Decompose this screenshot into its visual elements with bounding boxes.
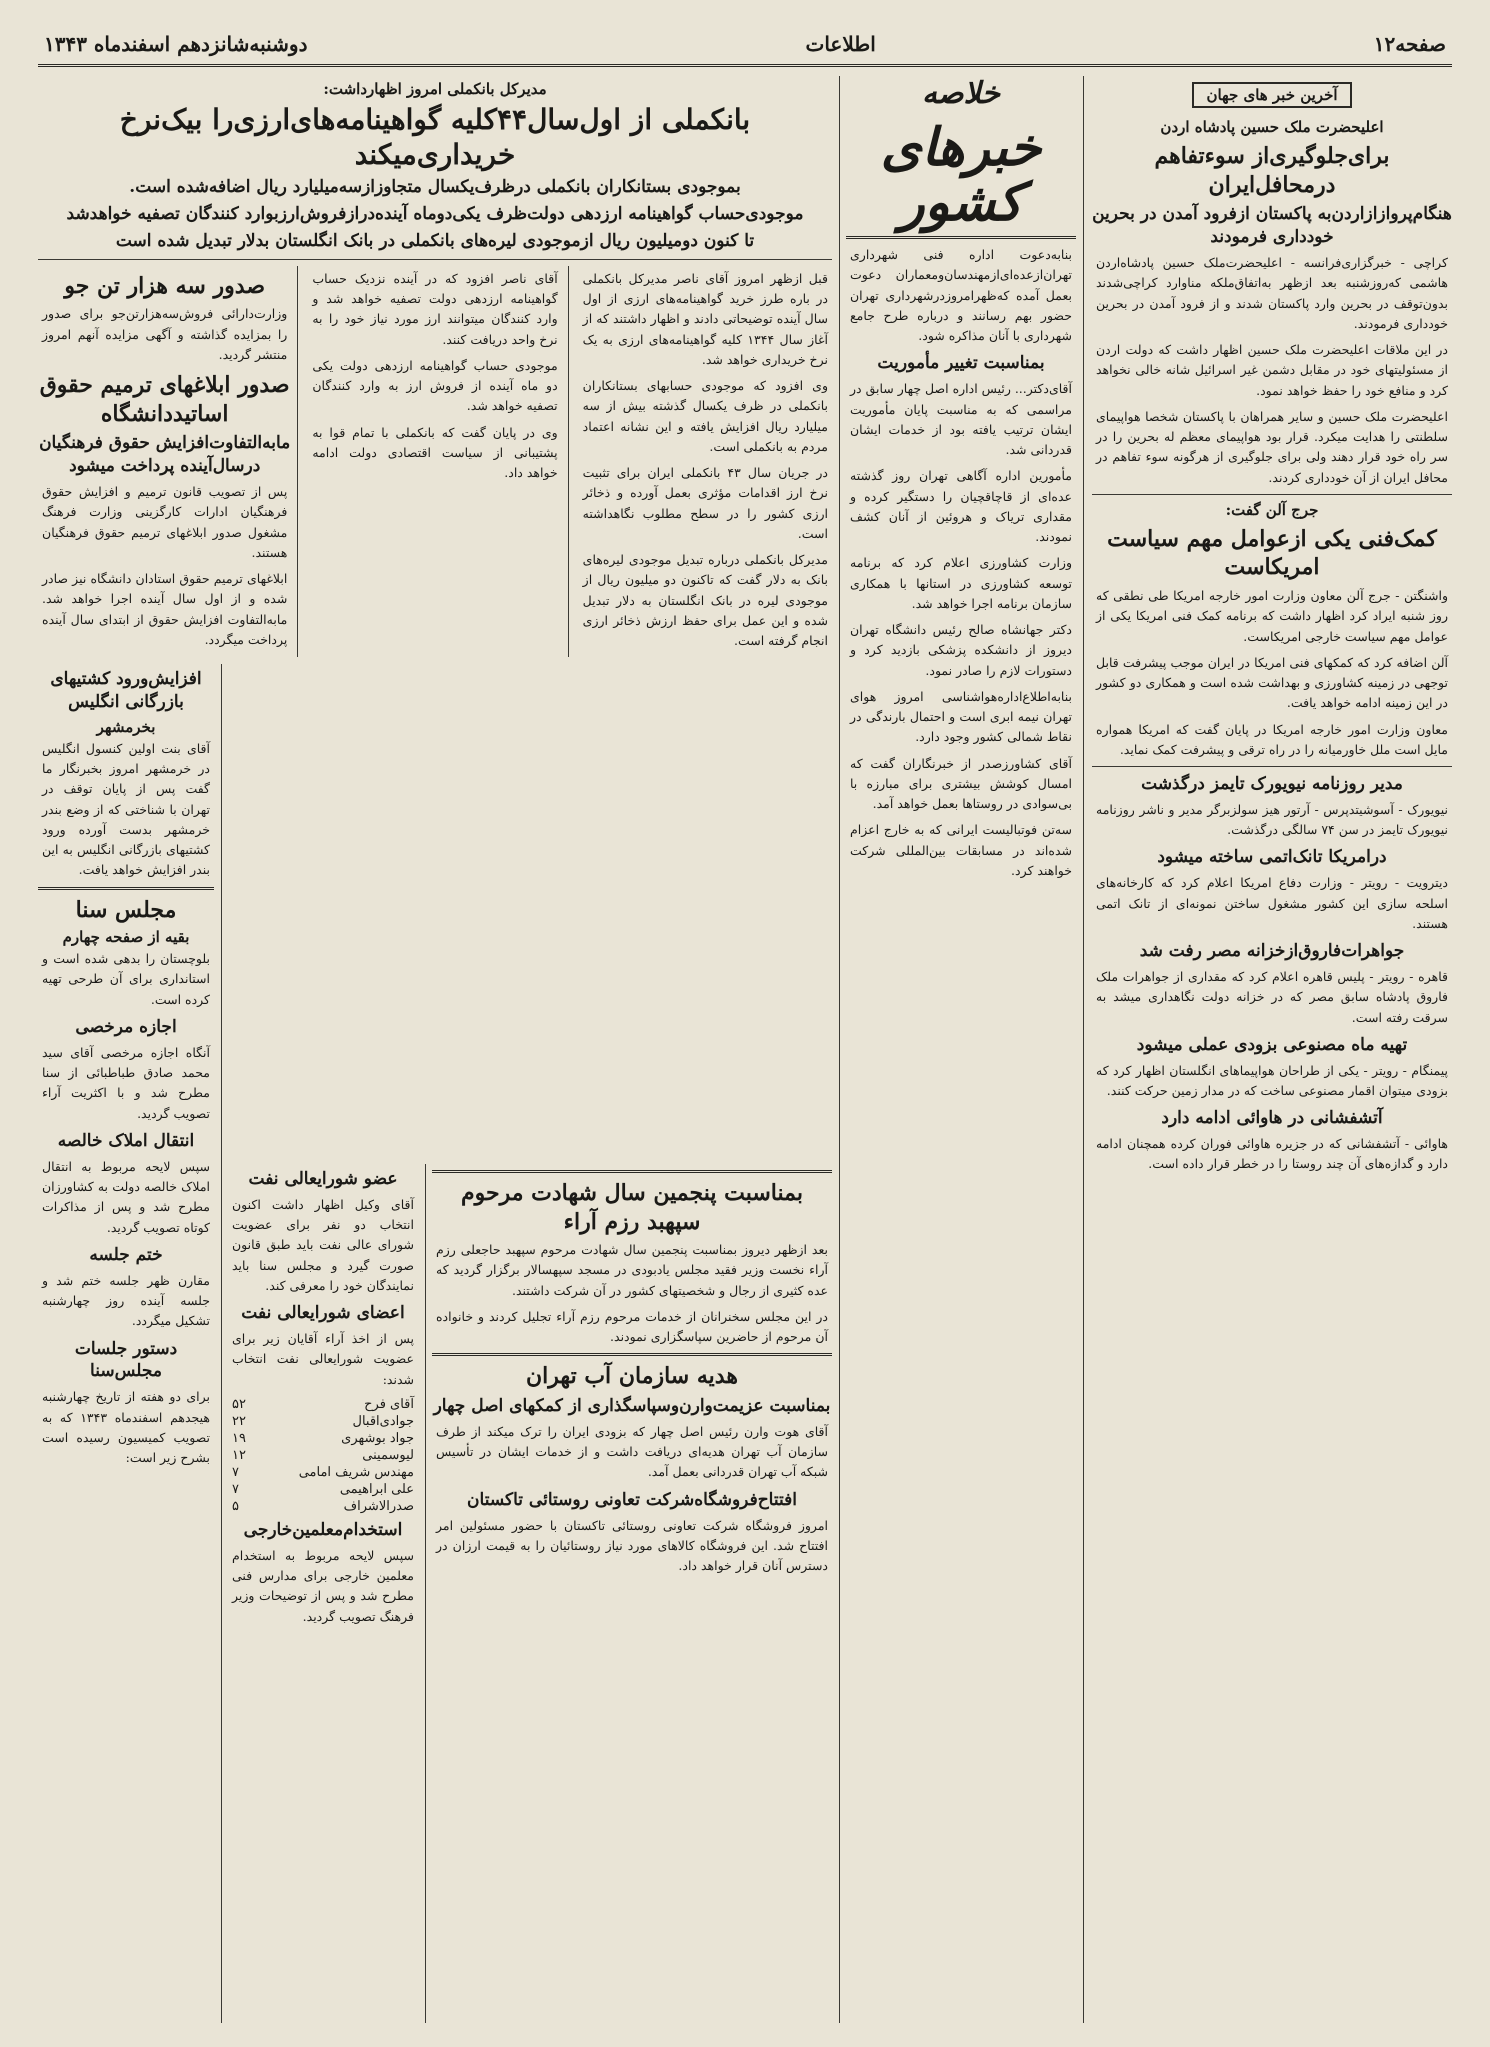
subheadline: تا کنون دومیلیون ریال ازموجودی لیره‌های بانکملی در بانک انگلستان بدلار تبدیل شده است <box>115 230 755 251</box>
article-text: کراچی - خبرگزاری‌فرانسه - اعلیحضرت‌ملک حسین پادشاه‌اردن هاشمی که‌روز‌شنبه بعد ازظهر به‌اتفاق‌ملکه منا‌وارد کراچی‌شدند بدون‌توقف در بحرین وارد پاکستان شدند و از فرود آمدن در بحرین خودداری فرمودند. <box>1096 255 1448 331</box>
article-text: واشنگتن - جرج آلن معاون وزارت امور خارجه امریکا طی نطقی که روز شنبه ایراد کرد اظهار داشت که برنامه کمک فنی امریکا یکی از عوامل مهم سیاست خارجی امریکاست. <box>1096 588 1448 644</box>
article-text: نیویورک - آسوشیتدپرس - آرتور هیز سولزبرگر مدیر و ناشر روزنامه نیویورک تایمز در سن ۷۴ سالگی درگذشت. <box>1096 801 1448 838</box>
headline: تهیه ماه مصنوعی بزودی عملی میشود <box>1136 1034 1408 1055</box>
vote-count: ۱۹ <box>232 1430 246 1446</box>
headline: صدور ابلاغهای ترمیم حقوق اساتیددانشگاه <box>39 372 290 427</box>
article-text: قاهره - رویتر - پلیس قاهره اعلام کرد که مقداری از جواهرات ملک فاروق پادشاه سابق مصر که در خزانه دولت نگاهداری میشد به سرقت رفته است. <box>1096 969 1448 1025</box>
kicker: بخرمشهر <box>96 717 156 736</box>
column-rule <box>1083 76 1084 2023</box>
article-column <box>579 266 832 658</box>
headline: عضو شورایعالی نفت <box>248 1169 398 1189</box>
candidate-name: آقای فرح <box>364 1396 414 1412</box>
divider <box>1092 494 1452 495</box>
headline: اعضای شورایعالی نفت <box>241 1303 405 1324</box>
article-text: وی در پایان گفت که بانکملی با تمام قوا به پشتیبانی از سیاست اقتصادی دولت ادامه خواهد داد. <box>312 424 558 481</box>
article-text: آقای وکیل اظهار داشت اکنون انتخاب دو نفر برای عضویت شورای عالی نفت باید طبق قانون صورت گیرد و مجلس سنا باید نمایندگان خود را معرفی کند. <box>232 1196 414 1293</box>
article-text: مدیرکل بانکملی درباره تبدیل موجودی لیره‌های بانک به دلار گفت که تاکنون دو میلیون ریال از موجودی لیره در بانک انگلستان به دلار تبدیل شده و این عمل برای حفظ ارزش ذخائر ارزی انجام گرفته است. <box>582 552 828 649</box>
headline: انتقال املاک خالصه <box>57 1130 195 1151</box>
candidate-name: جواد بوشهری <box>341 1430 414 1446</box>
divider <box>1092 766 1452 767</box>
headline: بانکملی از اول‌سال۴۴کلیه گواهینامه‌های‌ارزی‌را بیک‌نرخ خریداری‌میکند <box>119 103 751 171</box>
headline: افزایش‌ورود کشتیهای بازرگانی انگلیس <box>50 669 202 712</box>
paper-name: اطلاعات <box>805 32 876 56</box>
article-text: بلوچستان را بدهی شده است و استانداری برای آن طرحی تهیه کرده است. <box>42 951 210 1007</box>
article-text: مقارن ظهر جلسه ختم شد و جلسه آینده روز چهارشنبه تشکیل میگردد. <box>42 1272 210 1329</box>
issue-date: دوشنبه‌شانزدهم اسفندماه ۱۳۴۳ <box>44 32 308 56</box>
article-text: وزارت کشاورزی اعلام کرد که برنامه توسعه کشاورزی در استانها با همکاری سازمان برنامه اجرا خواهد شد. <box>850 555 1072 611</box>
candidate-name: صدرالاشراف <box>343 1498 414 1514</box>
article-text: آقای‌دکتر‌... رئیس اداره اصل چهار سابق در مراسمی که به مناسبت پایان مأموریت ایشان ترتیب یافته بود از خدمات ایشان قدردانی شد. <box>850 381 1072 458</box>
vote-row <box>228 1464 418 1481</box>
column-senate <box>38 664 214 2023</box>
vote-row <box>228 1498 418 1515</box>
section-title-big: خبرهای کشور <box>880 117 1042 233</box>
article-text: سپس لایحه مربوط به انتقال املاک خالصه دولت به کشاورزان مطرح شد و پس از مذاکرات کوتاه تصویب گردید. <box>42 1158 210 1235</box>
article-text: موجودی حساب گواهینامه ارزدهی دولت یکی دو ماه آینده از فروش ارز به وارد کنندگان تصفیه خواهد شد. <box>312 357 558 414</box>
kicker: مدیرکل بانکملی امروز اظهارداشت: <box>323 80 547 98</box>
article-text: مأمورین اداره آگاهی تهران روز گذشته عده‌ای از قاچاقچیان را دستگیر کرده و مقداری تریاک و هروئین از آنان کشف نمودند. <box>850 468 1072 545</box>
headline: اجازه مرخصی <box>75 1016 177 1037</box>
column-senate-council <box>228 1164 418 2023</box>
article-text: ابلاغهای ترمیم حقوق استادان دانشگاه نیز صادر شده و از اول سال آینده اجرا خواهد شد. مابه‌التفاوت افزایش حقوق از ابتدای سال آینده پرداخت میگردد. <box>42 571 288 647</box>
article-text: امروز فروشگاه شرکت تعاونی روستائی تاکستان با حضور مسئولین امر افتتاح شد. این فروشگاه کالاهای مورد نیاز روستائیان را به قیمت ارزان در دسترس آنان قرار خواهد داد. <box>436 1517 828 1574</box>
vote-count: ۱۲ <box>232 1447 246 1463</box>
masthead <box>38 24 1452 67</box>
divider <box>846 236 1076 239</box>
article-columns <box>38 266 832 658</box>
headline: ختم جلسه <box>89 1244 163 1265</box>
vote-row <box>228 1396 418 1413</box>
headline: برای‌جلوگیری‌از سوءتفاهم درمحافل‌ایران <box>1154 143 1390 198</box>
kicker: جرج آلن گفت: <box>1225 500 1319 519</box>
column-rule <box>221 664 222 2023</box>
subheadline: بموجودی بستانکاران بانکملی درظرف‌یکسال متجاوزازسه‌میلیارد ریال اضافه‌شده است. <box>129 177 741 197</box>
article-text: دیترویت - رویتر - وزارت دفاع امریکا اعلام کرد که کارخانه‌های اسلحه سازی این کشور مشغول ساختن نمونه‌ای از تانک اتمی هستند. <box>1096 875 1448 931</box>
article-text: بنابه‌اطلاع‌اداره‌هواشناسی امروز هوای تهران نیمه ابری است و احتمال بارندگی در نقاط شمالی کشور وجود دارد. <box>850 688 1072 745</box>
divider <box>38 887 214 890</box>
subheadline: موجودی‌حساب گواهینامه ارزدهی دولت‌ظرف یکی‌دوماه آینده‌درازفروش‌ارزبوارد کنندگان تصفیه خواهدشد <box>66 203 804 224</box>
article-text: در این مجلس سخنرانان از خدمات مرحوم رزم آراء تجلیل کردند و خانواده آن مرحوم از حاضرین سپاسگزاری نمودند. <box>436 1308 828 1345</box>
section-title-small: خلاصه <box>921 76 1000 111</box>
article-text: آقای ناصر افزود که در آینده نزدیک حساب گواهینامه ارزدهی دولت تصفیه خواهد شد و وارد کنندگان میتوانند ارز مورد نیاز خود را به نرخ واحد دریافت کنند. <box>312 270 558 347</box>
section-box-world-news: آخرین خبر های جهان <box>1192 82 1351 108</box>
article-text: آقای بنت اولین کنسول انگلیس در خرمشهر امروز بخبرنگار ما گفت پس از پایان توقف در تهران با شناختی که از وضع بندر خرمشهر بدست آورده ورود کشتیهای بازرگانی انگلیس به این بندر افزایش خواهد یافت. <box>42 740 210 878</box>
headline: بمناسبت پنجمین سال شهادت مرحوم سپهبد رزم آراء <box>461 1180 803 1235</box>
candidate-name: مهندس شریف امامی <box>298 1464 414 1480</box>
subheadline: بمناسبت عزیمت‌وارن‌وسپاسگذاری از کمکهای اصل چهار <box>433 1396 831 1417</box>
article-text: سپس لایحه مربوط به استخدام معلمین خارجی برای مدارس فنی مطرح شد و پس از توضیحات وزیر فرهنگ تصویب گردید. <box>232 1547 414 1624</box>
article-text: هاوائی - آتشفشانی که در جزیره هاوائی فوران کرده همچنان ادامه دارد و گدازه‌های آن چند روستا را در خطر قرار داده است. <box>1096 1136 1448 1172</box>
divider <box>38 259 832 260</box>
article-text: اعلیحضرت ملک حسین و سایر همراهان با پاکستان شخصا هواپیمای سلطنتی را هدایت میکرد. قرار بود هواپیمای معظم له بحرین را در سر راه خود قرار دهند ولی برای جلوگیری از هرگونه سوء تفاهم در محافل ایران از آن خودداری کردند. <box>1096 408 1448 485</box>
article-text: معاون وزارت امور خارجه امریکا در پایان گفت که امریکا همواره مایل است ملل خاورمیانه را در راه ترقی و پیشرفت کمک نماید. <box>1096 721 1448 757</box>
headline: کمک‌فنی یکی ازعوامل مهم سیاست امریکاست <box>1107 525 1437 581</box>
candidate-name: جوادی‌اقبال <box>352 1413 414 1429</box>
article-text: آقای هوت وارن رئیس اصل چهار که بزودی ایران را ترک میکند از طرف سازمان آب تهران هدیه‌ای دریافت داشت و از خدمات ایشان در تأسیس شبکه آب تهران قدردانی بعمل آمد. <box>436 1423 828 1480</box>
article-column <box>38 266 298 658</box>
headline: مدیر روزنامه نیویورک تایمز درگذشت <box>1141 774 1403 794</box>
vote-count: ۷ <box>232 1464 239 1480</box>
vote-count: ۵ <box>232 1498 239 1514</box>
article-text: بنابه‌دعوت اداره فنی شهرداری تهران‌ازعده‌ای‌ازمهندسان‌ومعماران دعوت بعمل آمده که‌ظهرامروزدرشهرداری تهران حضور بهم رسانند و درباره طرح جامع شهرداری با آنان مذاکره شود. <box>850 247 1072 344</box>
article-text: سه‌تن فوتبالیست ایرانی که به خارج اعزام شده‌اند در مسابقات بین‌المللی شرکت خواهند کرد. <box>850 822 1072 878</box>
headline: هدیه سازمان آب تهران <box>526 1363 738 1390</box>
column-rule <box>425 1164 426 2023</box>
vote-count: ۵۲ <box>232 1396 246 1412</box>
article-text: در جریان سال ۴۳ بانکملی ایران برای تثبیت نرخ ارز اقدامات مؤثری بعمل آورده و ذخائر ارزی کشور را در سطح مطلوب نگاهداشته است. <box>582 465 828 541</box>
divider <box>432 1353 832 1356</box>
newspaper-page <box>38 24 1452 2023</box>
candidate-name: علی ابراهیمی <box>339 1481 414 1497</box>
vote-row <box>228 1481 418 1498</box>
headline: افتتاح‌فروشگاه‌شرکت تعاونی روستائی تاکستان <box>467 1489 797 1510</box>
vote-row <box>228 1447 418 1464</box>
article-text: در این ملاقات اعلیحضرت ملک حسین اظهار داشت که دولت اردن از مسئولیتهای خود در مقابل دشمن غیر اسرائیل شانه خالی نخواهد کرد و منافع خود را حفظ خواهد نمود. <box>1096 342 1448 398</box>
article-text: آنگاه اجازه مرخصی آقای سید محمد صادق طباطبائی از سنا مطرح شد و با اکثریت آراء تصویب گردید. <box>42 1044 210 1121</box>
headline: آتشفشانی در هاوائی ادامه دارد <box>1161 1108 1383 1129</box>
article-text: دکتر جهانشاه صالح رئیس دانشگاه تهران دیروز از دانشکده پزشکی بازدید کرد و دستورات لازم را صادر نمود. <box>850 622 1072 678</box>
vote-row <box>228 1413 418 1430</box>
votes-table <box>228 1396 418 1515</box>
column-domestic-news <box>846 76 1076 2023</box>
column-bottom-middle <box>432 1164 832 2023</box>
headline: مجلس سنا <box>75 896 177 923</box>
article-column <box>308 266 568 658</box>
vote-row <box>228 1430 418 1447</box>
vote-count: ۷ <box>232 1481 239 1497</box>
headline: صدور سه هزار تن جو <box>64 272 265 299</box>
article-text: قبل ازظهر امروز آقای ناصر مدیرکل بانکملی در باره طرز خرید گواهینامه‌های ارزی از اول سال آینده توضیحاتی دادند و اظهار داشتند که از آغاز سال ۱۳۴۴ کلیه گواهینامه‌های ارزی به یک نرخ خریداری خواهد شد. <box>582 270 829 367</box>
subheadline: مابه‌التفاوت‌افزایش حقوق فرهنگیان درسال‌آینده پرداخت میشود <box>39 433 291 477</box>
article-text: پس از اخذ آراء آقایان زیر برای عضویت شورایعالی نفت انتخاب شدند: <box>232 1331 414 1387</box>
divider <box>432 1170 832 1173</box>
article-text: برای دو هفته از تاریخ چهارشنبه هیجدهم اسفندماه ۱۳۴۳ که به تصویب کمیسیون رسیده است بشرح زیر است: <box>42 1389 210 1466</box>
article-text: بعد ازظهر دیروز بمناسبت پنجمین سال شهادت مرحوم سپهبد حاجعلی رزم آراء نخست وزیر فقید مجلس یادبودی در مسجد سپهسالار برگزار گردید که عده کثیری از رجال و شخصیتهای کشور در آن شرکت داشتند. <box>436 1242 828 1298</box>
headline: درامریکا تانک‌اتمی ساخته میشود <box>1157 847 1387 868</box>
article-text: وزارت‌دارائی فروش‌سه‌هزارتن‌جو برای صدور را بمزایده گذاشته و آگهی مزایده آنهم امروز منتشر گردید. <box>42 306 288 362</box>
column-rule <box>839 76 840 2023</box>
article-text: پس از تصویب قانون ترمیم و افزایش حقوق فرهنگیان ادارات کارگزینی وزارت فرهنگ مشغول صدور ابلاغهای ترمیم حقوق فرهنگیان هستند. <box>42 484 288 560</box>
candidate-name: لیوسمینی <box>362 1447 414 1463</box>
column-world-news <box>1092 76 1452 2023</box>
kicker: اعلیحضرت ملک حسین پادشاه اردن <box>1160 118 1384 136</box>
article-text: آقای کشاورز‌صدر از خبرنگاران گفت که امسال کوشش بیشتری برای مبارزه با بی‌سوادی در روستاها بعمل خواهد آمد. <box>850 755 1072 812</box>
headline: استخدام‌معلمین‌خارجی <box>243 1519 403 1540</box>
page-number: صفحه۱۲ <box>1373 32 1446 56</box>
headline: بمناسبت تغییر مأموریت <box>877 353 1045 374</box>
article-text: پیمنگام - رویتر - یکی از طراحان هواپیماهای انگلستان اظهار کرد که بزودی میتوان اقمار مصنوعی ساخت که در مدار زمین حرکت کنند. <box>1096 1062 1448 1098</box>
article-text: آلن اضافه کرد که کمکهای فنی امریکا در ایران موجب پیشرفت قابل توجهی در زمینه کشاورزی و بهداشت شده است و همکاری دو کشور در این زمینه ادامه خواهد یافت. <box>1096 654 1448 711</box>
headline: جواهرات‌فاروق‌ازخزانه مصر رفت شد <box>1139 941 1405 962</box>
kicker: بقیه از صفحه چهارم <box>62 928 190 947</box>
subheadline: هنگام‌پروازازاردن‌به پاکستان ازفرود آمدن در بحرین خودداری فرمودند <box>1092 204 1452 248</box>
article-text: وی افزود که موجودی حسابهای بستانکاران بانکملی در ظرف یکسال گذشته بیش از سه میلیارد ریال افزایش یافته و این نشانه اعتماد مردم به بانکملی است. <box>582 378 828 454</box>
vote-count: ۲۲ <box>232 1413 246 1429</box>
headline: دستور جلسات مجلس‌سنا <box>74 1338 178 1382</box>
